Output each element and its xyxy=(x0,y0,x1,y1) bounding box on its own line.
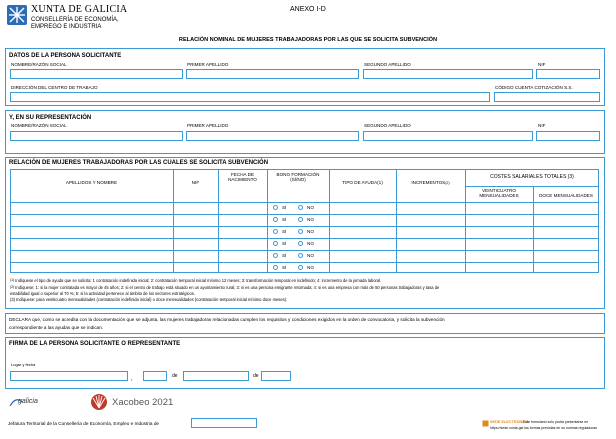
declaration-line2: correspondiente a las ayudas que se indican. xyxy=(9,325,104,330)
department-line2: EMPREGO E INDUSTRIA xyxy=(31,24,102,30)
note-3: (3) Indíquese: para veinticuatro mensualidades (contratación indefinida inicial) o doce mensualidades (contratación temporal inicial mínimo doce meses). xyxy=(10,297,288,302)
comma-separator: , xyxy=(131,376,133,382)
col-header-costs-24: VEINTICUATRO MENSUALIDADES xyxy=(479,188,519,199)
xacobeo-logo-text: Xacobeo 2021 xyxy=(112,397,174,408)
col-header-aid-type: TIPO DE AYUDA(1) xyxy=(342,180,383,185)
training-yes-radio[interactable] xyxy=(273,241,278,246)
applicant-name-field[interactable] xyxy=(10,69,183,79)
row-line xyxy=(10,262,599,263)
galicia-logo-text: galicia xyxy=(18,398,38,405)
applicant-ccc-field[interactable] xyxy=(494,92,600,102)
representative-surname2-field[interactable] xyxy=(363,131,533,141)
col-divider xyxy=(465,169,466,273)
page-title: RELACIÓN NOMINAL DE MUJERES TRABAJADORAS POR LAS QUE SE SOLICITA SUBVENCIÓN xyxy=(178,37,438,43)
applicant-surname1-field[interactable] xyxy=(186,69,359,79)
note-1-sup: (1) xyxy=(10,278,15,282)
place-date-label: Lugar y fecha xyxy=(11,362,36,367)
applicant-ccc-label: CÓDIGO CUENTA COTIZACIÓN S.S. xyxy=(495,85,573,90)
representative-surname1-field[interactable] xyxy=(186,131,359,141)
training-yes-radio[interactable] xyxy=(273,265,278,270)
applicant-nif-field[interactable] xyxy=(536,69,600,79)
representative-surname2-label: SEGUNDO APELLIDO xyxy=(364,123,411,128)
note-2b: estabilidad igual o superior al 70 %; 5: si la actividad pertenece al ámbito de los sectores estratégicos. xyxy=(10,291,196,296)
place-field[interactable] xyxy=(10,371,128,381)
col-header-birth-date: FECHA DE NACIMIENTO xyxy=(228,172,257,183)
no-label: NO xyxy=(307,265,314,270)
applicant-surname1-label: PRIMER APELLIDO xyxy=(187,62,229,67)
col-divider xyxy=(533,186,534,273)
signature-title: FIRMA DE LA PERSONA SOLICITANTE O REPRESENTANTE xyxy=(9,341,181,347)
training-yes-radio[interactable] xyxy=(273,229,278,234)
representative-nif-label: NIF xyxy=(538,123,546,128)
xunta-logo xyxy=(6,4,28,26)
sede-label: SEDE ELECTRÓNICA xyxy=(490,420,529,424)
training-yes-radio[interactable] xyxy=(273,253,278,258)
applicant-surname2-label: SEGUNDO APELLIDO xyxy=(364,62,411,67)
declaration-line1: DECLARA que, como se acredita con la documentación que se adjunta, las mujeres trabajadoras relacionadas cumplen los requisitos y condiciones exigidos en la orden de convocatoria, y solicita la subvención xyxy=(9,317,445,322)
sede-text-2: https://sede.xunta.gal las formas previstas en su normas reguladoras xyxy=(490,426,597,430)
col-header-increments xyxy=(396,180,465,185)
no-label: NO xyxy=(307,217,314,222)
row-line xyxy=(10,226,599,227)
applicant-title: DATOS DE LA PERSONA SOLICITANTE xyxy=(9,53,122,59)
training-no-radio[interactable] xyxy=(298,253,303,258)
training-no-radio[interactable] xyxy=(298,265,303,270)
de-label-2: de xyxy=(253,373,259,379)
row-line xyxy=(10,238,599,239)
yes-label: SÍ xyxy=(282,265,287,270)
col-header-costs-12: DOCE MENSUALIDADES xyxy=(539,193,593,198)
xunta-shield-icon xyxy=(6,4,28,26)
col-header-names: APELLIDOS Y NOMBRE xyxy=(65,180,118,185)
jefatura-field[interactable] xyxy=(191,418,257,428)
col-header-nif: NIF xyxy=(191,180,200,185)
costs-subheader-line xyxy=(465,186,599,187)
de-label-1: de xyxy=(172,373,178,379)
yes-label: SÍ xyxy=(282,253,287,258)
note-2-text-a: Indíquese: 1: si la mujer contratada es mayor de 45 años; 2: si el centro de trabajo está situado en un ayuntamiento rural; 3: si es una persona emigrante retornada; 4: si es una empresa con más de 50 personas trabajadoras y tasa de xyxy=(15,285,440,290)
training-no-radio[interactable] xyxy=(298,217,303,222)
applicant-surname2-field[interactable] xyxy=(363,69,533,79)
yes-label: SÍ xyxy=(282,217,287,222)
xacobeo-logo xyxy=(90,393,190,413)
note-2-sup: (2) xyxy=(10,285,15,289)
annex-label: ANEXO I-D xyxy=(290,6,326,13)
col-divider xyxy=(218,169,219,273)
yes-label: SÍ xyxy=(282,229,287,234)
note-1-text: Indíquese el tipo de ayuda que se solicita: 1 contratación indefinida inicial; 2: contratación temporal inicial mínimo 12 meses; 3: transformación temporal en indefinido; 4: incremento de la jornada laboral. xyxy=(15,278,382,283)
applicant-address-label: DIRECCIÓN DEL CENTRO DE TRABAJO xyxy=(11,85,98,90)
sede-text-1: Este formulario solo podrá presentarse en xyxy=(523,420,589,424)
training-no-radio[interactable] xyxy=(298,205,303,210)
increments-footnote: (2) xyxy=(445,181,450,185)
representative-title: Y, EN SU REPRESENTACIÓN xyxy=(9,115,92,121)
applicant-nif-label: NIF xyxy=(538,62,546,67)
representative-name-label: NOMBRE/RAZÓN SOCIAL xyxy=(11,123,67,128)
scallop-shell-icon xyxy=(90,393,108,411)
year-field[interactable] xyxy=(261,371,291,381)
applicant-name-label: NOMBRE/RAZÓN SOCIAL xyxy=(11,62,67,67)
note-2 xyxy=(10,285,602,291)
row-line xyxy=(10,250,599,251)
header-bottom-line xyxy=(10,202,599,203)
increments-label: INCREMENTOS xyxy=(411,180,446,185)
col-divider xyxy=(267,169,268,273)
department-line1: CONSELLERÍA DE ECONOMÍA, xyxy=(31,17,119,23)
representative-name-field[interactable] xyxy=(10,131,183,141)
training-yes-radio[interactable] xyxy=(273,217,278,222)
month-field[interactable] xyxy=(183,371,249,381)
sede-electronica-icon xyxy=(482,420,489,427)
day-field[interactable] xyxy=(143,371,167,381)
training-yes-radio[interactable] xyxy=(273,205,278,210)
galicia-logo xyxy=(8,394,48,410)
representative-surname1-label: PRIMER APELLIDO xyxy=(187,123,229,128)
no-label: NO xyxy=(307,241,314,246)
sede-block xyxy=(482,419,614,433)
no-label: NO xyxy=(307,205,314,210)
training-no-radio[interactable] xyxy=(298,229,303,234)
workers-title: RELACIÓN DE MUJERES TRABAJADORAS POR LAS CUALES SE SOLICITA SUBVENCIÓN xyxy=(9,160,269,166)
note-1 xyxy=(10,278,600,284)
no-label: NO xyxy=(307,229,314,234)
yes-label: SÍ xyxy=(282,241,287,246)
no-label: NO xyxy=(307,253,314,258)
jefatura-label: Jefatura Territorial de la Consellería de Economía, Empleo e Industria de xyxy=(8,421,160,426)
row-line xyxy=(10,214,599,215)
training-no-radio[interactable] xyxy=(298,241,303,246)
representative-nif-field[interactable] xyxy=(536,131,600,141)
applicant-address-field[interactable] xyxy=(10,92,490,102)
yes-label: SÍ xyxy=(282,205,287,210)
col-header-costs: COSTES SALARIALES TOTALES (3) xyxy=(490,174,574,180)
org-name: XUNTA DE GALICIA xyxy=(31,4,128,15)
col-header-training: BONO FORMACIÓN (SÍ/NO) xyxy=(276,172,320,183)
